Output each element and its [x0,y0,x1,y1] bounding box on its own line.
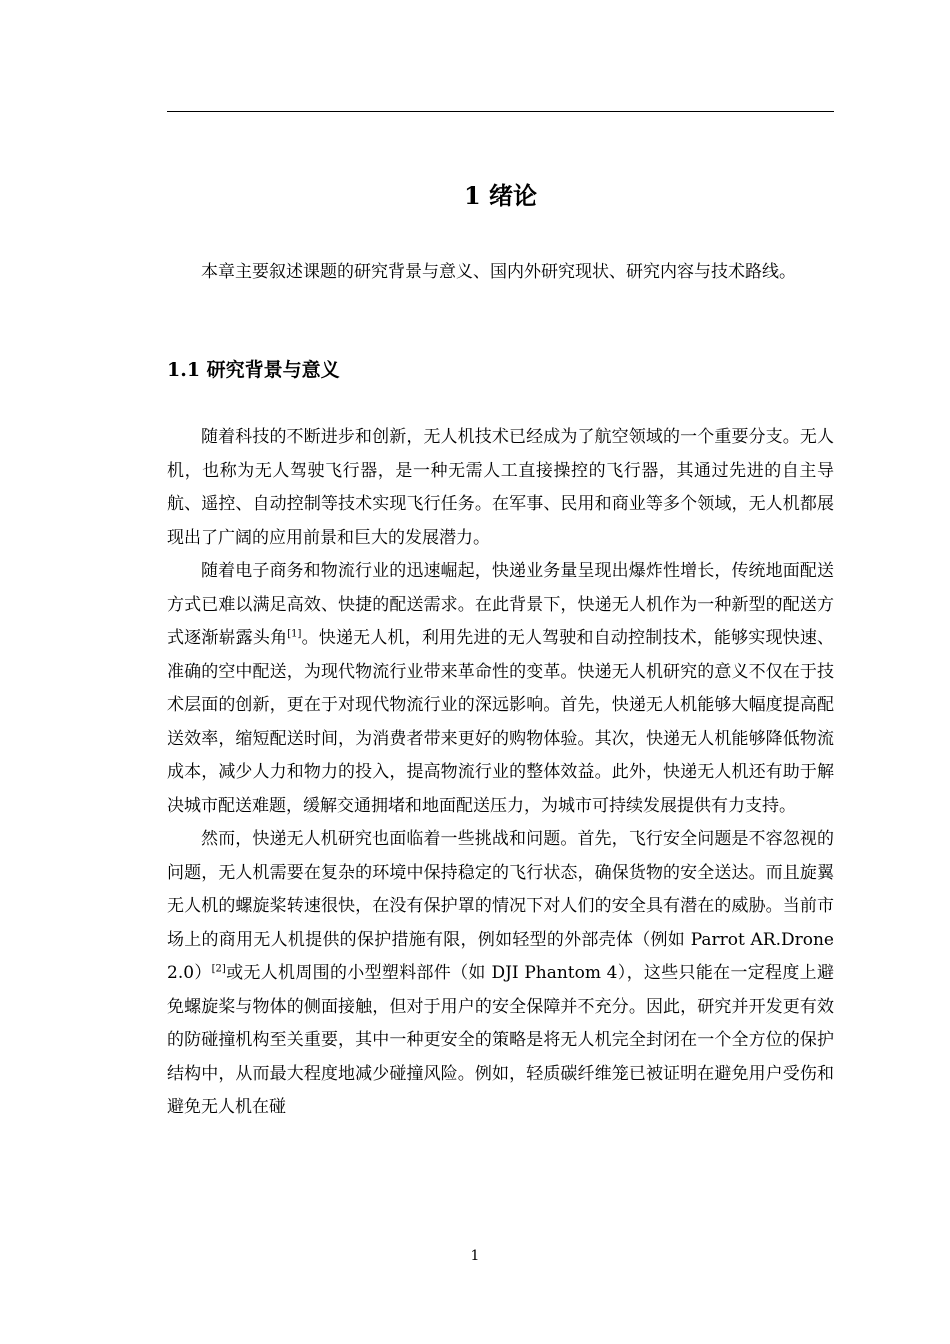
body-paragraph-3-text-a: 然而，快递无人机研究也面临着一些挑战和问题。首先，飞行安全问题是不容忽视的问题，无人机需要在复杂的环境中保持稳定的飞行状态，确保货物的安全送达。而且旋翼无人机的螺旋桨转速很快，在没有保护罩的情况下对人们的安全具有潜在的威胁。当前市场上的商用无人机提供的保护措施有限，例如轻型的外部壳体（例如 Parrot AR.Drone 2.0） [167,829,834,983]
body-paragraph-1: 随着科技的不断进步和创新，无人机技术已经成为了航空领域的一个重要分支。无人机，也称为无人驾驶飞行器，是一种无需人工直接操控的飞行器，其通过先进的自主导航、遥控、自动控制等技术实现飞行任务。在军事、民用和商业等多个领域，无人机都展现出了广阔的应用前景和巨大的发展潜力。 [167,427,834,548]
body-paragraph-3 [167,823,834,1125]
section-body [167,421,834,1125]
chapter-title: 1 绪论 [463,181,538,210]
body-paragraph-3-text-b: 或无人机周围的小型塑料部件（如 DJI Phantom 4），这些只能在一定程度上避免螺旋桨与物体的侧面接触，但对于用户的安全保障并不充分。因此，研究并开发更有效的防碰撞机构至关重要，其中一种更安全的策略是将无人机完全封闭在一个全方位的保护结构中，从而最大程度地减少碰撞风险。例如，轻质碳纤维笼已被证明在避免用户受伤和避免无人机在碰 [167,963,834,1117]
citation-ref-1: [1] [287,628,302,640]
page-number: 1 [470,1248,480,1264]
header-rule [167,111,834,112]
body-paragraph-2 [167,555,834,823]
intro-paragraph-block [167,256,834,290]
section-title: 1.1 研究背景与意义 [167,359,340,381]
body-paragraph-2-text-b: 。快递无人机，利用先进的无人驾驶和自动控制技术，能够实现快速、准确的空中配送，为现代物流行业带来革命性的变革。快递无人机研究的意义不仅在于技术层面的创新，更在于对现代物流行业的深远影响。首先，快递无人机能够大幅度提高配送效率，缩短配送时间，为消费者带来更好的购物体验。其次，快递无人机能够降低物流成本，减少人力和物力的投入，提高物流行业的整体效益。此外，快递无人机还有助于解决城市配送难题，缓解交通拥堵和地面配送压力，为城市可持续发展提供有力支持。 [167,628,835,816]
citation-ref-2: [2] [211,963,226,975]
body-paragraph-2-text-a: 随着电子商务和物流行业的迅速崛起，快递业务量呈现出爆炸性增长，传统地面配送方式已难以满足高效、快捷的配送需求。在此背景下，快递无人机作为一种新型的配送方式逐渐崭露头角 [167,561,834,648]
intro-paragraph: 本章主要叙述课题的研究背景与意义、国内外研究现状、研究内容与技术路线。 [201,262,796,282]
